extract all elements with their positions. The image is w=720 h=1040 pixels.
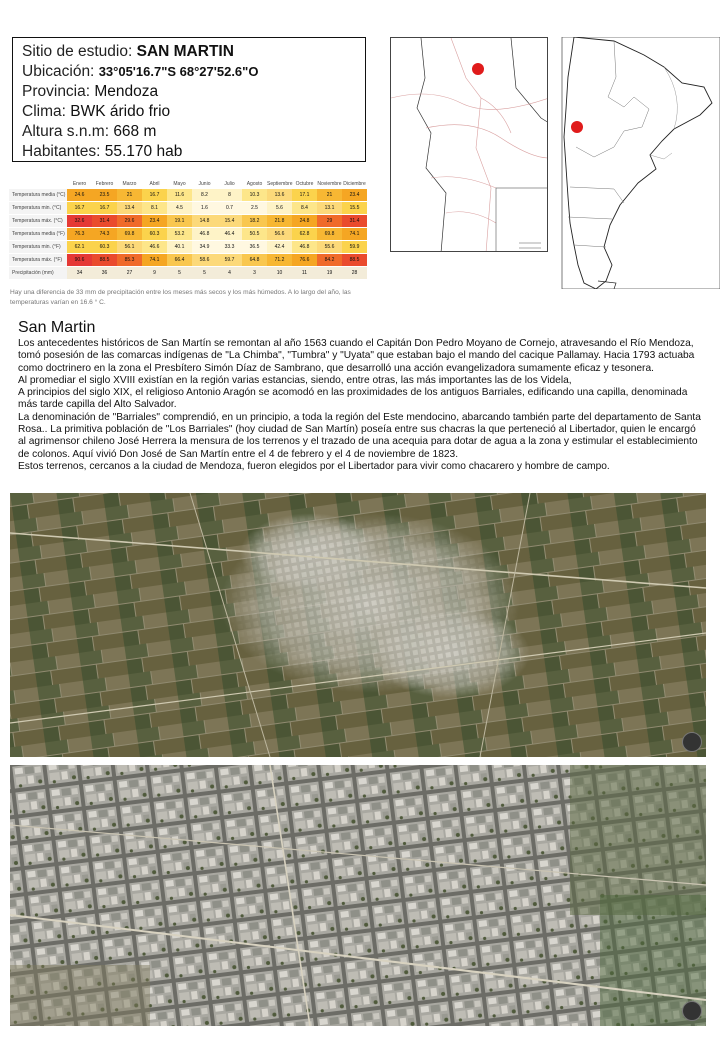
month-header: Octubre [295, 180, 314, 187]
climate-cell: 19.1 [167, 215, 192, 228]
climate-cell: 88.5 [92, 254, 117, 267]
climate-cell: 11 [292, 267, 317, 280]
climate-cell: 11.6 [167, 189, 192, 202]
population-label: Habitantes: [22, 143, 101, 160]
climate-cell: 74.1 [142, 254, 167, 267]
climate-cell: 9 [142, 267, 167, 280]
climate-cell: 13.6 [267, 189, 292, 202]
climate-cell: 60.3 [142, 228, 167, 241]
study-site-label: Sitio de estudio: [22, 43, 133, 60]
climate-cell: 90.6 [67, 254, 92, 267]
climate-cell: 56.1 [117, 241, 142, 254]
compass-icon[interactable] [682, 732, 702, 752]
population-value: 55.170 hab [104, 143, 183, 160]
climate-cell: 71.2 [267, 254, 292, 267]
climate-cell: 31.4 [92, 215, 117, 228]
climate-row-label: Temperatura min. (°C) [9, 202, 67, 215]
argentina-map-drawing [554, 37, 720, 289]
climate-cell: 8.4 [292, 202, 317, 215]
altitude-label: Altura s.n.m: [22, 123, 109, 140]
climate-label: Clima: [22, 103, 66, 120]
climate-cell: 50.5 [242, 228, 267, 241]
climate-cell: 14.8 [192, 215, 217, 228]
climate-row [9, 202, 367, 215]
history-text [18, 338, 704, 473]
climate-cell: 76.6 [292, 254, 317, 267]
climate-cell: 42.4 [267, 241, 292, 254]
climate-cell: 21 [117, 189, 142, 202]
climate-cell: 8 [217, 189, 242, 202]
mendoza-province-map [390, 37, 548, 252]
climate-cell: 36 [92, 267, 117, 280]
climate-cell: 32.6 [67, 215, 92, 228]
province-label: Provincia: [22, 83, 91, 100]
province-value: Mendoza [94, 83, 159, 100]
climate-table [9, 178, 367, 280]
climate-cell: 17.1 [292, 189, 317, 202]
climate-cell: 60.3 [92, 241, 117, 254]
climate-cell: 74.1 [342, 228, 367, 241]
altitude-value: 668 m [113, 123, 157, 140]
climate-row [9, 254, 367, 267]
location-label: Ubicación: [22, 63, 95, 80]
climate-cell: 29.6 [117, 215, 142, 228]
climate-cell: 15.4 [217, 215, 242, 228]
climate-cell: 5 [167, 267, 192, 280]
climate-row [9, 215, 367, 228]
month-header: Marzo [122, 180, 137, 187]
climate-cell: 5 [192, 267, 217, 280]
location-value: 33°05'16.7"S 68°27'52.6"O [98, 64, 259, 79]
climate-cell: 69.8 [317, 228, 342, 241]
climate-cell: 0.7 [217, 202, 242, 215]
climate-cell: 23.4 [342, 189, 367, 202]
month-header: Diciembre [343, 180, 366, 187]
climate-cell: 23.4 [142, 215, 167, 228]
climate-cell: 18.2 [242, 215, 267, 228]
climate-cell: 59.9 [342, 241, 367, 254]
climate-cell: 46.8 [192, 228, 217, 241]
climate-cell: 66.4 [167, 254, 192, 267]
aerial-urban-image [10, 765, 706, 1026]
climate-cell: 84.2 [317, 254, 342, 267]
climate-cell: 33.3 [217, 241, 242, 254]
climate-value: BWK árido frio [70, 103, 171, 120]
climate-cell: 34.9 [192, 241, 217, 254]
climate-cell: 10.3 [242, 189, 267, 202]
climate-cell: 58.6 [192, 254, 217, 267]
climate-cell: 46.6 [142, 241, 167, 254]
month-header: Junio [198, 180, 211, 187]
paragraph: Al promediar el siglo XVIII existían en la región varias estancias, siendo, entre otras, las más importantes las de los Videla, [18, 374, 572, 386]
climate-row-label: Temperatura media (°C) [9, 189, 67, 202]
climate-cell: 56.6 [267, 228, 292, 241]
climate-cell: 16.7 [67, 202, 92, 215]
aerial-regional-image [10, 493, 706, 757]
climate-cell: 74.3 [92, 228, 117, 241]
climate-row-label: Temperatura máx. (°F) [9, 254, 67, 267]
climate-cell: 5.6 [267, 202, 292, 215]
climate-cell: 15.5 [342, 202, 367, 215]
climate-cell: 13.4 [117, 202, 142, 215]
climate-cell: 85.3 [117, 254, 142, 267]
site-info-box [12, 37, 366, 162]
climate-cell: 21.8 [267, 215, 292, 228]
climate-cell: 64.8 [242, 254, 267, 267]
climate-cell: 4.5 [167, 202, 192, 215]
month-header: Noviembre [317, 180, 342, 187]
climate-row-label: Precipitación (mm) [9, 267, 67, 280]
climate-cell: 21 [317, 189, 342, 202]
climate-cell: 23.5 [92, 189, 117, 202]
paragraph: A principios del siglo XIX, el religioso Antonio Aragón se acomodó en las proximidades de los antiguos Barriales, edificando una capilla, denominada más tarde capilla del Alto Salvador. [18, 387, 688, 411]
climate-cell: 3 [242, 267, 267, 280]
climate-cell: 28 [342, 267, 367, 280]
climate-cell: 13.1 [317, 202, 342, 215]
climate-note: Hay una diferencia de 33 mm de precipitación entre los meses más secos y los más húmedos. A lo largo del año, las temperaturas varían en 16.6 ° C. [10, 289, 351, 306]
location-line [22, 62, 365, 82]
month-header: Mayo [173, 180, 186, 187]
climate-cell: 27 [117, 267, 142, 280]
paragraph: Los antecedentes históricos de San Martín se remontan al año 1563 cuando el Capitán Don Pedro Moyano de Cornejo, atravesando el Río Mendoza, tomó posesión de las comarcas indígenas de "La Chimba", "Tumbra" y "Uyata" que estaban bajo el mando del cacique Pallamay. Hacia 1793 actuaba como doctrinero en la zona el Presbítero Simón Díaz de Sambrano, que desarrolló una acción evangelizadora sumamente eficaz y tesonera. [18, 338, 695, 374]
climate-cell: 16.7 [92, 202, 117, 215]
climate-row [9, 241, 367, 254]
climate-cell: 40.1 [167, 241, 192, 254]
climate-cell: 4 [217, 267, 242, 280]
climate-cell: 88.5 [342, 254, 367, 267]
section-title: San Martin [18, 319, 96, 336]
month-header: Enero [72, 180, 87, 187]
province-map-drawing [391, 38, 548, 252]
population-line [22, 142, 365, 162]
month-header: Julio [224, 180, 235, 187]
climate-cell: 59.7 [217, 254, 242, 267]
compass-icon[interactable] [682, 1001, 702, 1021]
climate-cell: 46.8 [292, 241, 317, 254]
altitude-line [22, 122, 365, 142]
climate-cell: 53.2 [167, 228, 192, 241]
climate-cell: 8.1 [142, 202, 167, 215]
paragraph: La denominación de "Barriales" comprendió, en un principio, a toda la región del Este mendocino, abarcando también parte del departamento de Santa Rosa.. La primitiva población de "Los Barriales" (hoy ciudad de San Martín) poseía entre sus chacras la que perteneció al Libertador, quien le encargó al agrimensor chileno José Herrera la mensura de los terrenos y el trazado de una acequia para dotar de agua a la zona y estimular el establecimiento de colonos. Aquí vivió Don José de San Martín entre el 4 de febrero y el 4 de noviembre de 1823. [18, 411, 701, 460]
study-site-line [22, 42, 365, 62]
climate-cell: 29 [317, 215, 342, 228]
climate-cell: 24.8 [292, 215, 317, 228]
climate-cell: 19 [317, 267, 342, 280]
climate-cell: 55.6 [317, 241, 342, 254]
climate-cell: 46.4 [217, 228, 242, 241]
argentina-map [554, 37, 720, 289]
paragraph: Estos terrenos, cercanos a la ciudad de Mendoza, fueron elegidos por el Libertador para vivir como chacarero y hombre de campo. [18, 460, 610, 472]
climate-row [9, 228, 367, 241]
climate-cell: 8.2 [192, 189, 217, 202]
climate-cell: 62.8 [292, 228, 317, 241]
month-header: Febrero [95, 180, 114, 187]
climate-row-label: Temperatura min. (°F) [9, 241, 67, 254]
month-header: Septiembre [267, 180, 293, 187]
climate-cell: 69.8 [117, 228, 142, 241]
climate-cell: 2.5 [242, 202, 267, 215]
climate-table-header [9, 178, 367, 189]
climate-cell: 24.6 [67, 189, 92, 202]
aerial-photo-regional [10, 493, 706, 757]
climate-row-label: Temperatura máx. (°C) [9, 215, 67, 228]
climate-row [9, 267, 367, 280]
study-site-value: SAN MARTIN [136, 43, 234, 60]
climate-cell: 62.1 [67, 241, 92, 254]
climate-cell: 31.4 [342, 215, 367, 228]
month-header: Agosto [246, 180, 263, 187]
climate-cell: 76.3 [67, 228, 92, 241]
aerial-photo-urban [10, 765, 706, 1026]
climate-row [9, 189, 367, 202]
climate-cell: 10 [267, 267, 292, 280]
climate-cell: 34 [67, 267, 92, 280]
climate-line [22, 102, 365, 122]
climate-row-label: Temperatura media (°F) [9, 228, 67, 241]
province-line [22, 82, 365, 102]
climate-cell: 16.7 [142, 189, 167, 202]
month-header: Abril [149, 180, 160, 187]
climate-table-body [9, 189, 367, 280]
climate-cell: 1.6 [192, 202, 217, 215]
climate-cell: 36.5 [242, 241, 267, 254]
